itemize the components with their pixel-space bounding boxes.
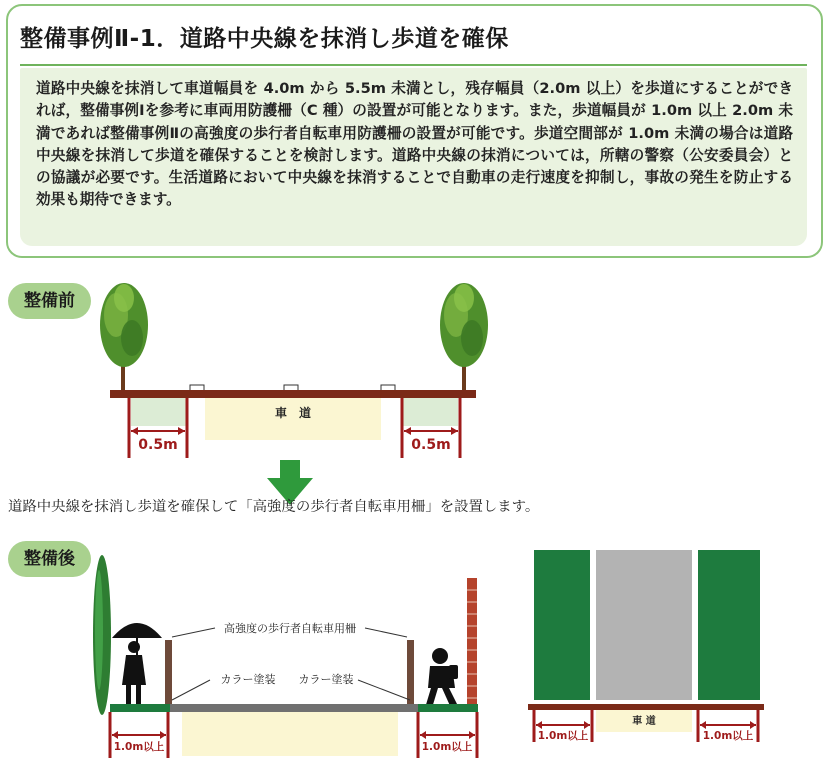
description-panel — [20, 68, 807, 246]
after-roadway-area — [182, 712, 398, 756]
cypress-tree-icon — [93, 555, 111, 715]
plan-roadway-label: 車 道 — [632, 716, 656, 727]
plan-left-sidewalk — [534, 550, 590, 700]
description-box — [6, 4, 823, 258]
title-divider — [20, 64, 807, 66]
after-left-width: 1.0m以上 — [113, 741, 165, 753]
color-paving-left-label: カラー塗装 — [220, 673, 276, 686]
brick-wall-icon — [467, 578, 477, 708]
plan-diagram — [520, 540, 770, 750]
tree-icon — [100, 283, 148, 390]
description-text: 道路中央線を抹消して車道幅員を 4.0m から 5.5m 未満とし，残存幅員（2.0m 以上）を歩道にすることができれば，整備事例Ⅰを参考に車両用防護柵（C 種）の設置が可能となります。また，歩道幅員が 1.0m 以上 2.0m 未満であれば整備事例Ⅱの高強度の歩行者自転車用防護柵の設置が可能です。歩道空間部が 1.0m 未満の場合は道路中央線を抹消して歩道を確保することを検討します。道路中央線の抹消については，所轄の警察（公安委員会）との協議が必要です。生活道路において中央線を抹消することで自動車の走行速度を抑制し，事故の発生を防止する効果も期待できます。 — [36, 80, 793, 209]
right-fence-post — [407, 640, 414, 706]
before-diagram — [0, 270, 500, 465]
right-colored-paving — [418, 704, 478, 712]
before-left-width: 0.5m — [138, 437, 178, 453]
color-paving-right-label: カラー塗装 — [298, 673, 354, 686]
after-badge: 整備後 — [8, 541, 91, 577]
fence-label: 高強度の歩行者自転車用柵 — [224, 622, 356, 635]
transition-caption: 道路中央線を抹消し歩道を確保して「高強度の歩行者自転車用柵」を設置します。 — [8, 499, 540, 515]
plan-left-width: 1.0m以上 — [537, 730, 589, 742]
umbrella-pedestrian-icon — [112, 623, 162, 707]
before-right-width: 0.5m — [411, 437, 451, 453]
plan-road-surface — [528, 704, 764, 710]
page-title: 整備事例Ⅱ-1．道路中央線を抹消し歩道を確保 — [20, 26, 509, 52]
after-right-width: 1.0m以上 — [421, 741, 473, 753]
tree-icon — [440, 283, 488, 390]
child-pedestrian-icon — [425, 648, 458, 708]
road-surface — [110, 390, 476, 398]
road-surface — [170, 704, 418, 712]
before-roadway-label: 車 道 — [274, 406, 312, 420]
plan-right-width: 1.0m以上 — [702, 730, 754, 742]
plan-right-sidewalk — [698, 550, 760, 700]
after-diagram — [0, 540, 500, 763]
left-fence-post — [165, 640, 172, 706]
left-colored-paving — [110, 704, 170, 712]
before-badge: 整備前 — [8, 283, 91, 319]
plan-roadway — [596, 550, 692, 700]
